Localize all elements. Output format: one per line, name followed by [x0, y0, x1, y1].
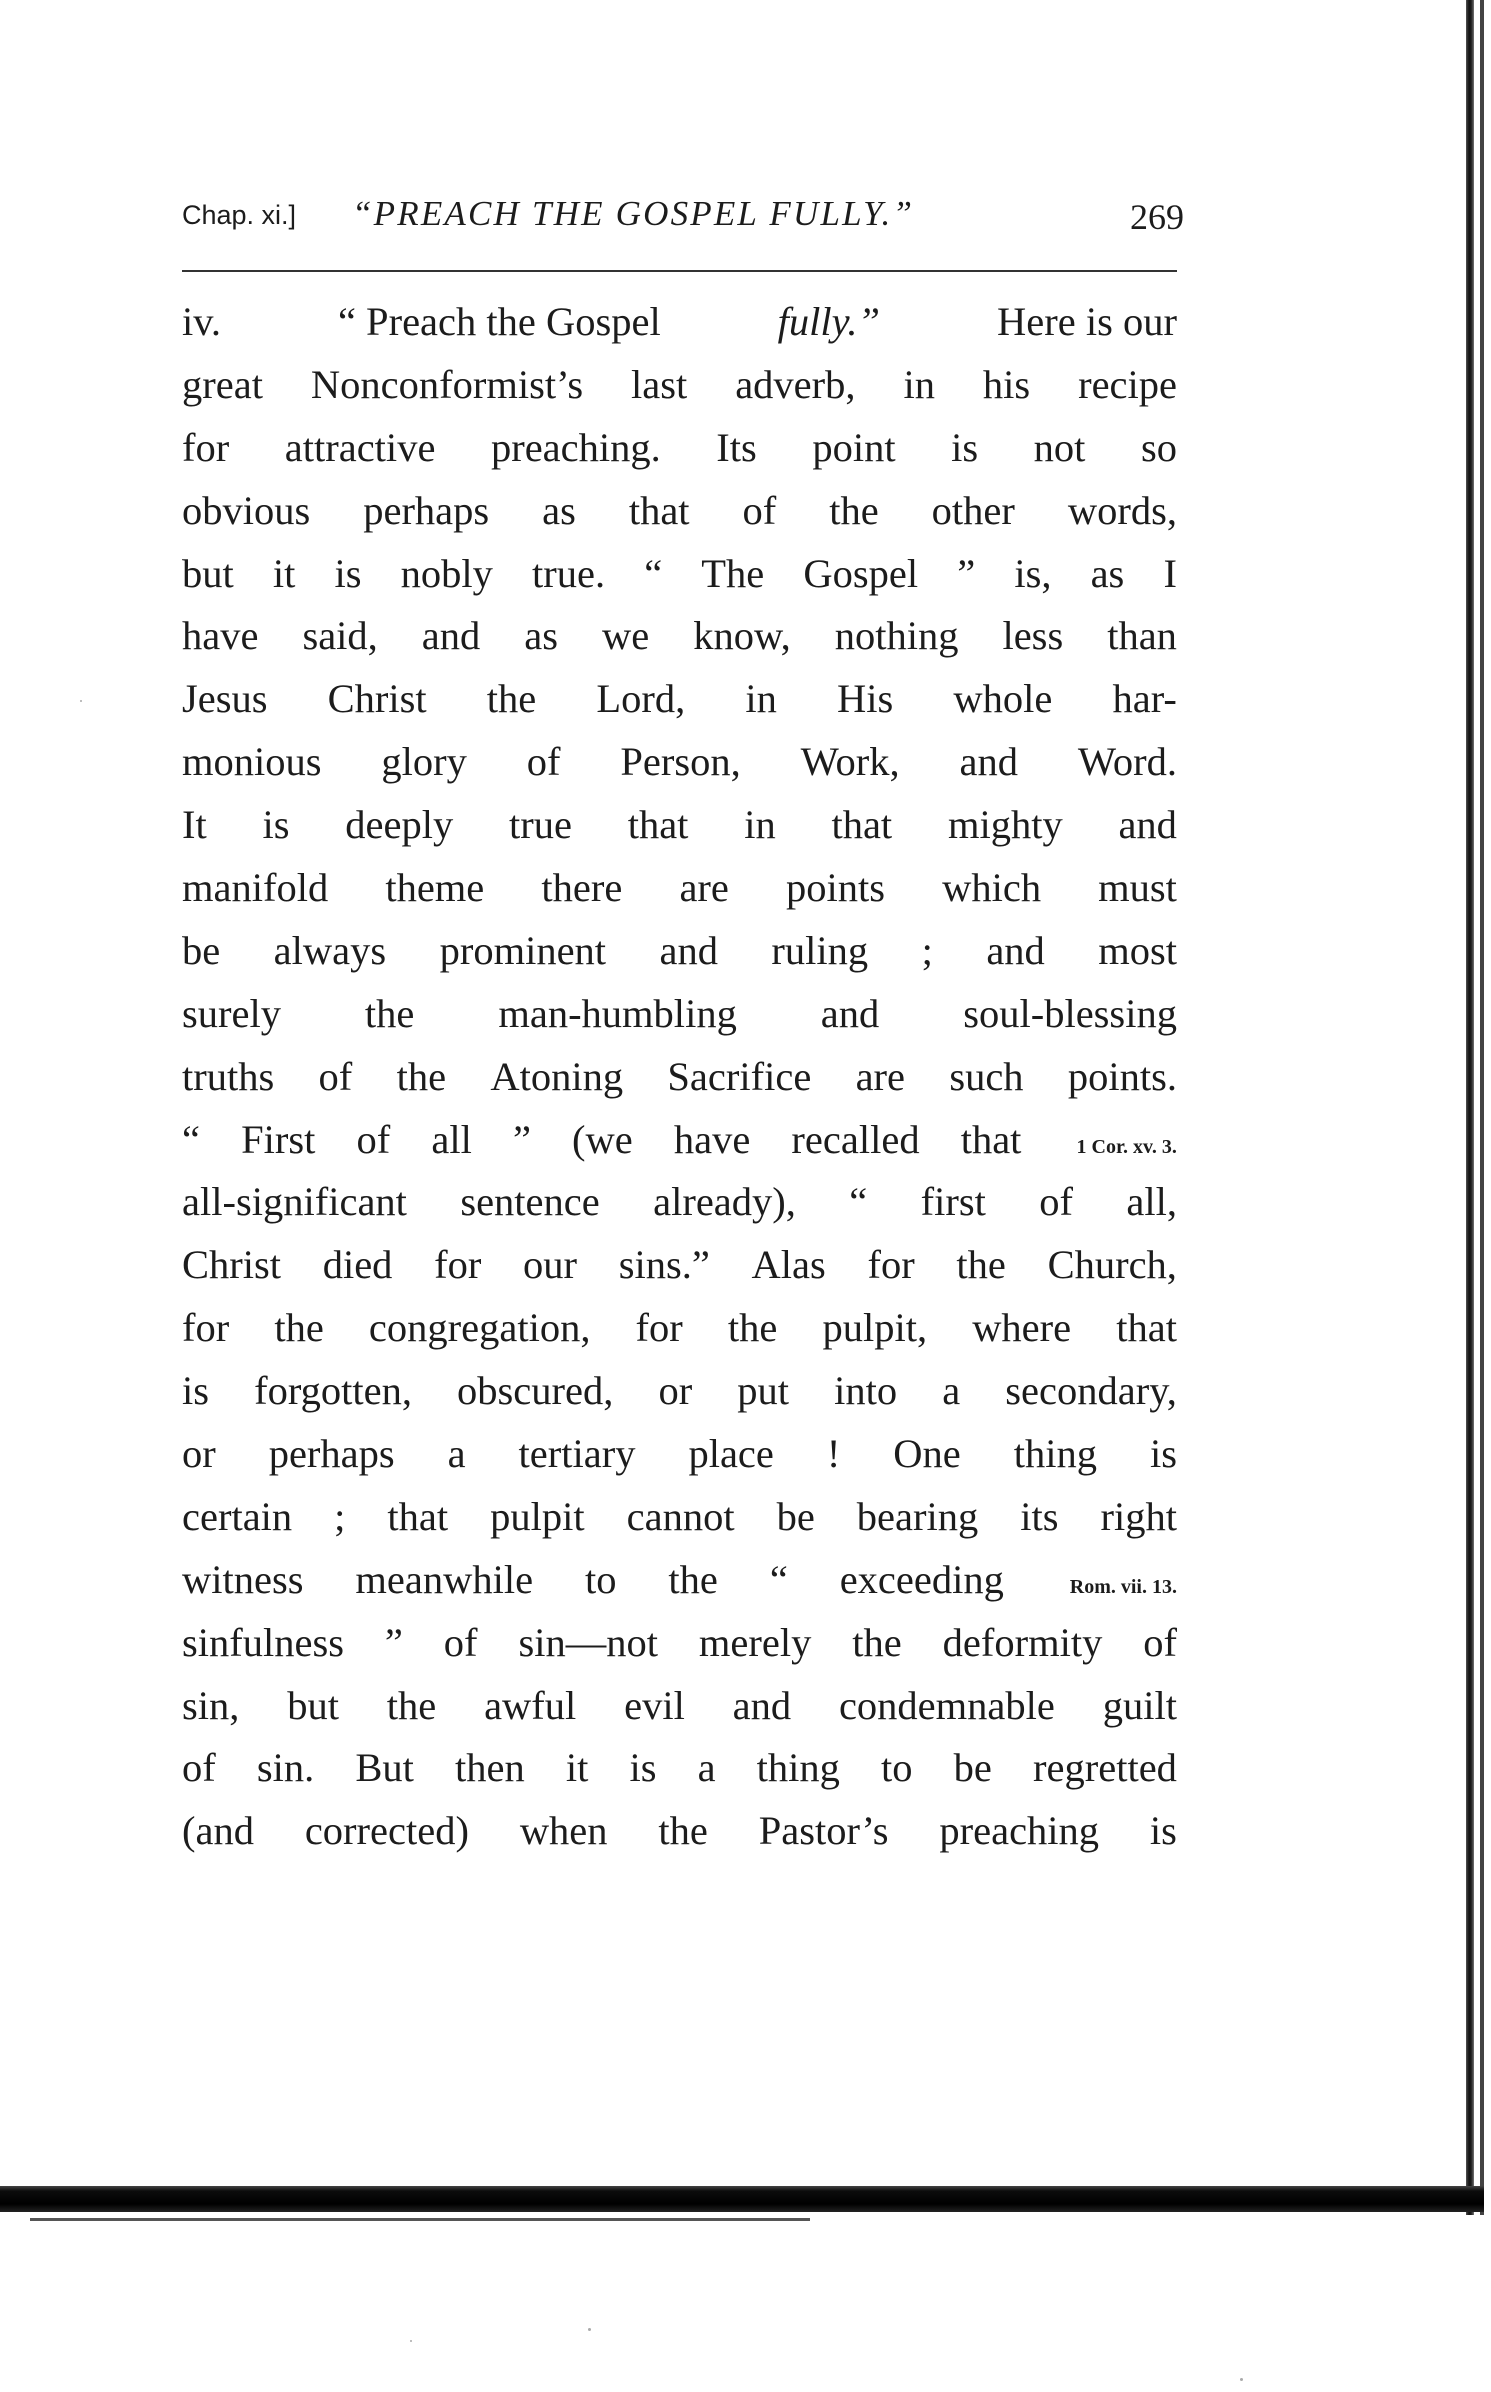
word: great — [182, 361, 263, 407]
word: ” — [957, 550, 976, 596]
word: into — [834, 1368, 898, 1414]
word: it — [272, 550, 296, 596]
word: perhaps — [363, 487, 490, 533]
word: Jesus — [182, 676, 268, 722]
word: and — [1118, 802, 1177, 848]
word: for — [867, 1242, 915, 1288]
word: of — [443, 1619, 478, 1665]
word: points — [785, 865, 885, 911]
word: is, — [1014, 550, 1052, 596]
word: forgotten, — [254, 1368, 412, 1414]
word: when — [519, 1808, 608, 1854]
word: most — [1098, 927, 1177, 973]
word: har- — [1112, 676, 1177, 722]
word: and — [659, 927, 718, 973]
word: but — [182, 550, 234, 596]
word: other — [931, 487, 1015, 533]
word: all, — [1126, 1179, 1177, 1225]
word: Work, — [800, 739, 900, 785]
word: and — [820, 990, 880, 1036]
word: “ — [769, 1556, 788, 1602]
word: of — [526, 739, 561, 785]
word: preaching — [939, 1808, 1100, 1854]
word: or — [658, 1368, 693, 1414]
word: first — [920, 1179, 986, 1225]
word: awful — [484, 1682, 577, 1728]
text-line — [182, 801, 1177, 864]
word: that — [960, 1116, 1022, 1162]
word: have — [673, 1116, 751, 1162]
word: truths — [182, 1053, 275, 1099]
word: pulpit, — [822, 1305, 928, 1351]
text-line — [182, 1744, 1177, 1807]
word: sin. — [256, 1745, 315, 1791]
word: recipe — [1078, 361, 1177, 407]
word: deeply — [345, 802, 454, 848]
word: Atoning — [490, 1053, 624, 1099]
word: less — [1002, 613, 1064, 659]
word: of — [1143, 1619, 1177, 1665]
text-line — [182, 927, 1177, 990]
word: Alas — [751, 1242, 826, 1288]
word: to — [881, 1745, 913, 1791]
text-line — [182, 361, 1177, 424]
word: words, — [1067, 487, 1177, 533]
word: the — [668, 1556, 718, 1602]
binding-edge-outer — [1480, 0, 1484, 2215]
word: obvious — [182, 487, 311, 533]
word: man-humbling — [498, 990, 737, 1036]
margin-reference: Rom. vii. 13. — [1069, 1575, 1177, 1598]
word: the — [956, 1242, 1006, 1288]
word: It — [182, 802, 207, 848]
word: true. — [532, 550, 606, 596]
line-segment: Here is our — [997, 299, 1177, 344]
word: it — [565, 1745, 589, 1791]
word: whole — [953, 676, 1053, 722]
word: congregation, — [368, 1305, 591, 1351]
word: for — [635, 1305, 683, 1351]
word: Person, — [620, 739, 741, 785]
word: witness — [182, 1556, 304, 1602]
word: Christ — [327, 676, 427, 722]
word: know, — [693, 613, 791, 659]
word: is — [262, 802, 290, 848]
word: regretted — [1033, 1745, 1177, 1791]
word: right — [1100, 1493, 1177, 1539]
line-segment: fully.” — [777, 299, 881, 344]
word: the — [364, 990, 415, 1036]
word: meanwhile — [355, 1556, 534, 1602]
word: glory — [381, 739, 467, 785]
word: certain — [182, 1493, 293, 1539]
text-line — [182, 1807, 1177, 1870]
word: ruling — [771, 927, 869, 973]
word: the — [486, 676, 537, 722]
word: ; — [334, 1493, 346, 1539]
word: for — [434, 1242, 482, 1288]
word: and — [959, 739, 1019, 785]
word: true — [508, 802, 572, 848]
word: already), — [653, 1179, 796, 1225]
word: its — [1020, 1493, 1059, 1539]
word: a — [942, 1368, 961, 1414]
text-line — [182, 424, 1177, 487]
word: the — [658, 1808, 708, 1854]
word: that — [1116, 1305, 1177, 1351]
word: his — [982, 361, 1031, 407]
word: that — [831, 802, 893, 848]
word: secondary, — [1005, 1368, 1177, 1414]
word: merely — [698, 1619, 812, 1665]
body-text — [182, 298, 1177, 1870]
word: Church, — [1047, 1242, 1177, 1288]
word: in — [745, 676, 777, 722]
word: recalled — [791, 1116, 920, 1162]
word: the — [852, 1619, 902, 1665]
word: attractive — [284, 424, 436, 470]
word: have — [182, 613, 259, 659]
word: put — [737, 1368, 790, 1414]
word: exceeding — [839, 1556, 1004, 1602]
word: Its — [716, 424, 757, 470]
word: as — [542, 487, 576, 533]
word: a — [447, 1431, 466, 1477]
word: said, — [302, 613, 378, 659]
word: the — [396, 1053, 447, 1099]
text-line — [182, 1053, 1177, 1116]
text-line — [182, 550, 1177, 613]
word: His — [837, 676, 894, 722]
word: soul-blessing — [963, 990, 1177, 1036]
scan-speck — [410, 2340, 412, 2342]
word: to — [585, 1556, 617, 1602]
word: of — [742, 487, 777, 533]
word: the — [386, 1682, 437, 1728]
text-line — [182, 1178, 1177, 1241]
word: ; — [921, 927, 933, 973]
word: is — [1149, 1808, 1177, 1854]
word: “ — [644, 550, 663, 596]
word: sin—not — [518, 1619, 658, 1665]
word: for — [182, 1305, 230, 1351]
word: bearing — [856, 1493, 979, 1539]
word: is — [629, 1745, 657, 1791]
scan-bottom-bar — [0, 2186, 1484, 2212]
word: nobly — [400, 550, 493, 596]
text-line — [182, 990, 1177, 1053]
word: last — [631, 361, 688, 407]
word: than — [1107, 613, 1177, 659]
line-segment: “ Preach the Gospel — [337, 299, 661, 344]
word: there — [541, 865, 623, 911]
word: point — [812, 424, 896, 470]
word: points. — [1067, 1053, 1177, 1099]
word: ” — [384, 1619, 403, 1665]
text-line — [182, 1682, 1177, 1745]
scan-speck — [588, 2328, 591, 2331]
word: deformity — [942, 1619, 1103, 1665]
word: that — [628, 487, 690, 533]
word: thing — [756, 1745, 840, 1791]
word: for — [182, 424, 230, 470]
word: “ — [182, 1116, 200, 1162]
text-line — [182, 1241, 1177, 1304]
word: monious — [182, 739, 322, 785]
word: manifold — [182, 865, 329, 911]
text-line — [182, 1493, 1177, 1556]
word: adverb, — [735, 361, 856, 407]
word: which — [942, 865, 1042, 911]
word: we — [602, 613, 650, 659]
word: where — [972, 1305, 1072, 1351]
word: so — [1140, 424, 1177, 470]
scan-speck — [1240, 2378, 1243, 2381]
word: Christ — [182, 1242, 282, 1288]
word: be — [182, 927, 221, 973]
word: in — [744, 802, 776, 848]
word: of — [182, 1745, 216, 1791]
word: corrected) — [304, 1808, 469, 1854]
word: is — [182, 1368, 210, 1414]
word: Nonconformist’s — [310, 361, 584, 407]
word: always — [273, 927, 387, 973]
word: is — [1149, 1431, 1177, 1477]
word: obscured, — [457, 1368, 614, 1414]
word: are — [855, 1053, 906, 1099]
word: Lord, — [596, 676, 686, 722]
scan-bottom-line — [30, 2218, 810, 2221]
running-title: “PREACH THE GOSPEL FULLY.” — [352, 194, 915, 233]
word: must — [1098, 865, 1177, 911]
word: as — [1090, 550, 1125, 596]
word: the — [274, 1305, 324, 1351]
word: of — [318, 1053, 353, 1099]
word: sentence — [460, 1179, 600, 1225]
word: But — [355, 1745, 414, 1791]
word: as — [524, 613, 559, 659]
word: The — [701, 550, 765, 596]
word: prominent — [439, 927, 607, 973]
text-line — [182, 1430, 1177, 1493]
word: and — [732, 1682, 792, 1728]
word: a — [697, 1745, 716, 1791]
word: of — [356, 1116, 391, 1162]
word: is — [951, 424, 979, 470]
word: place — [688, 1431, 774, 1477]
word: ! — [826, 1431, 841, 1477]
word: Pastor’s — [758, 1808, 889, 1854]
word: cannot — [626, 1493, 735, 1539]
word: evil — [624, 1682, 685, 1728]
word: or — [182, 1431, 216, 1477]
text-line — [182, 1304, 1177, 1367]
word: is — [334, 550, 362, 596]
word: nothing — [834, 613, 959, 659]
word: then — [454, 1745, 525, 1791]
binding-edge — [1466, 0, 1474, 2215]
word: such — [949, 1053, 1024, 1099]
word: ” — [512, 1116, 531, 1162]
scan-speck — [80, 700, 82, 702]
text-line — [182, 612, 1177, 675]
text-line — [182, 738, 1177, 801]
word: of — [1039, 1179, 1073, 1225]
word: (and — [182, 1808, 254, 1854]
word: sinfulness — [182, 1619, 344, 1665]
word: and — [986, 927, 1045, 973]
running-head — [182, 194, 1182, 244]
word: guilt — [1102, 1682, 1177, 1728]
word: our — [523, 1242, 578, 1288]
word: be — [776, 1493, 815, 1539]
word: and — [421, 613, 481, 659]
word: Gospel — [803, 550, 919, 596]
chapter-label: Chap. xi.] — [182, 200, 297, 230]
word: I — [1163, 550, 1177, 596]
word: One — [893, 1431, 961, 1477]
word: sin, — [182, 1682, 240, 1728]
header-rule — [182, 270, 1177, 272]
text-line — [182, 864, 1177, 927]
word: died — [322, 1242, 393, 1288]
word: thing — [1013, 1431, 1097, 1477]
line-segment: iv. — [182, 299, 221, 344]
word: preaching. — [490, 424, 661, 470]
word: that — [387, 1493, 449, 1539]
word: all — [431, 1116, 472, 1162]
word: “ — [849, 1179, 868, 1225]
word: be — [953, 1745, 992, 1791]
text-line — [182, 1367, 1177, 1430]
word: Word. — [1077, 739, 1177, 785]
word: mighty — [947, 802, 1063, 848]
word: in — [903, 361, 935, 407]
text-line — [182, 298, 1177, 361]
text-line — [182, 1116, 1177, 1179]
text-line — [182, 675, 1177, 738]
word: surely — [182, 990, 281, 1036]
text-line — [182, 487, 1177, 550]
word: pulpit — [490, 1493, 585, 1539]
page-number: 269 — [1130, 197, 1184, 237]
word: First — [241, 1116, 316, 1162]
word: (we — [572, 1116, 633, 1162]
word: are — [679, 865, 729, 911]
word: tertiary — [518, 1431, 636, 1477]
word: perhaps — [268, 1431, 395, 1477]
text-line — [182, 1619, 1177, 1682]
word: theme — [385, 865, 485, 911]
word: the — [829, 487, 879, 533]
word: that — [627, 802, 689, 848]
word: the — [727, 1305, 778, 1351]
word: not — [1033, 424, 1086, 470]
word: but — [287, 1682, 339, 1728]
word: Sacrifice — [667, 1053, 812, 1099]
word: sins.” — [618, 1242, 710, 1288]
text-line — [182, 1556, 1177, 1619]
word: condemnable — [838, 1682, 1055, 1728]
margin-reference: 1 Cor. xv. 3. — [1076, 1135, 1177, 1158]
word: all-significant — [182, 1179, 407, 1225]
